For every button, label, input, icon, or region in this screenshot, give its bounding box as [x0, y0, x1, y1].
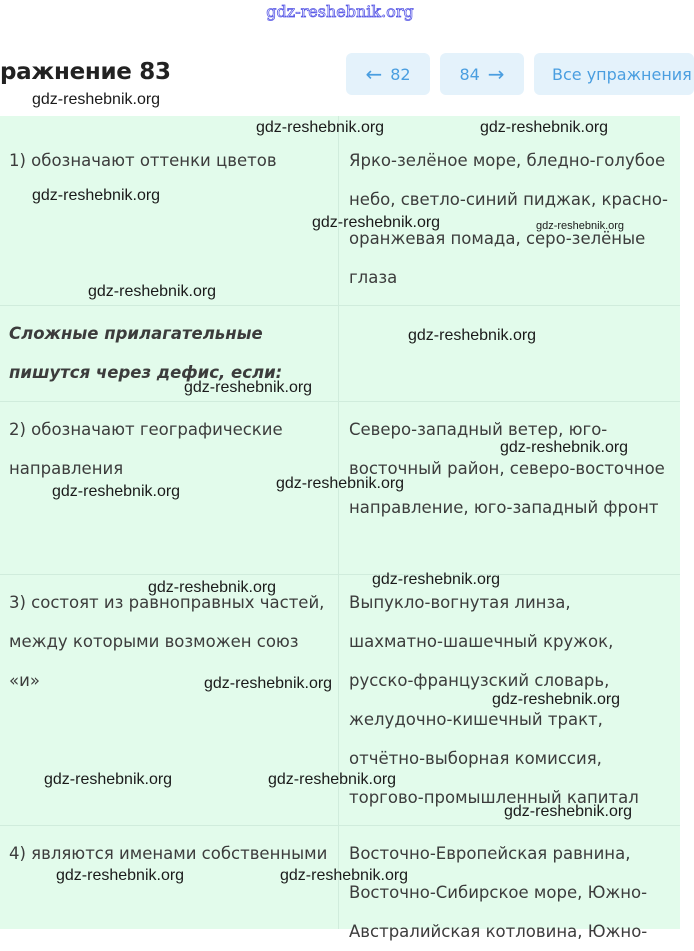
next-exercise-button[interactable] — [440, 53, 524, 95]
watermark: gdz-reshebnik.org — [184, 379, 313, 396]
watermark: gdz-reshebnik.org — [276, 475, 405, 492]
watermark: gdz-reshebnik.org — [312, 214, 441, 231]
watermark: gdz-reshebnik.org — [32, 187, 161, 204]
watermark: gdz-reshebnik.org — [500, 439, 629, 456]
example-cell-2: Северо-западный ветер, юго-восточный район, северо-восточное направление, юго-западный фронт — [349, 420, 665, 517]
rule-cell-3: 3) состоят из равноправных частей, между которыми возможен союз «и» — [9, 593, 325, 690]
row-divider — [0, 305, 680, 306]
watermark: gdz-reshebnik.org — [56, 867, 185, 884]
example-cell-3: Выпукло-вогнутая линза, шахматно-шашечный кружок, русско-французский словарь, желудочно-кишечный тракт, отчётно-выборная комиссия, торгово-промышленный капитал — [349, 593, 639, 807]
row-divider — [0, 825, 680, 826]
column-divider — [338, 116, 339, 929]
watermark: gdz-reshebnik.org — [372, 571, 501, 588]
arrow-left-icon: ← — [365, 62, 383, 86]
rule-cell-1: 1) обозначают оттенки цветов — [9, 151, 277, 170]
watermark: gdz-reshebnik.org — [492, 691, 621, 708]
next-exercise-label: 84 — [459, 64, 480, 84]
row-divider — [0, 401, 680, 402]
watermark: gdz-reshebnik.org — [204, 675, 333, 692]
watermark: gdz-reshebnik.org — [280, 867, 409, 884]
row-divider — [0, 574, 680, 575]
watermark: gdz-reshebnik.org — [52, 483, 181, 500]
all-exercises-label: Все упражнения — [552, 64, 692, 84]
watermark: gdz-reshebnik.org — [88, 283, 217, 300]
example-cell-4: Восточно-Европейская равнина, Восточно-Сибирское море, Южно-Австралийская котловина, Южно- — [349, 844, 648, 941]
watermark: gdz-reshebnik.org — [480, 119, 609, 136]
watermark: gdz-reshebnik.org — [44, 771, 173, 788]
watermark: gdz-reshebnik.org — [256, 119, 385, 136]
watermark: gdz-reshebnik.org — [148, 579, 277, 596]
arrow-right-icon: → — [487, 62, 505, 86]
example-cell-1: Ярко-зелёное море, бледно-голубое небо, светло-синий пиджак, красно-оранжевая помада, серо-зелёные глаза — [349, 151, 668, 287]
page-title: ражнение 83 — [0, 59, 171, 85]
watermark: gdz-reshebnik.org — [408, 327, 537, 344]
watermark: gdz-reshebnik.org — [32, 91, 161, 108]
watermark: gdz-reshebnik.org — [268, 771, 397, 788]
site-link[interactable]: gdz-reshebnik.org — [266, 2, 414, 21]
rule-cell-2: 2) обозначают географические направления — [9, 420, 283, 478]
prev-exercise-button[interactable] — [346, 53, 430, 95]
site-header — [0, 0, 680, 27]
all-exercises-button[interactable] — [534, 53, 694, 95]
rule-heading-cell: Сложные прилагательные пишутся через дефис, если: — [9, 324, 283, 382]
watermark: gdz-reshebnik.org — [536, 220, 625, 232]
rule-cell-4: 4) являются именами собственными — [9, 844, 328, 863]
watermark: gdz-reshebnik.org — [504, 803, 633, 820]
prev-exercise-label: 82 — [390, 64, 411, 84]
